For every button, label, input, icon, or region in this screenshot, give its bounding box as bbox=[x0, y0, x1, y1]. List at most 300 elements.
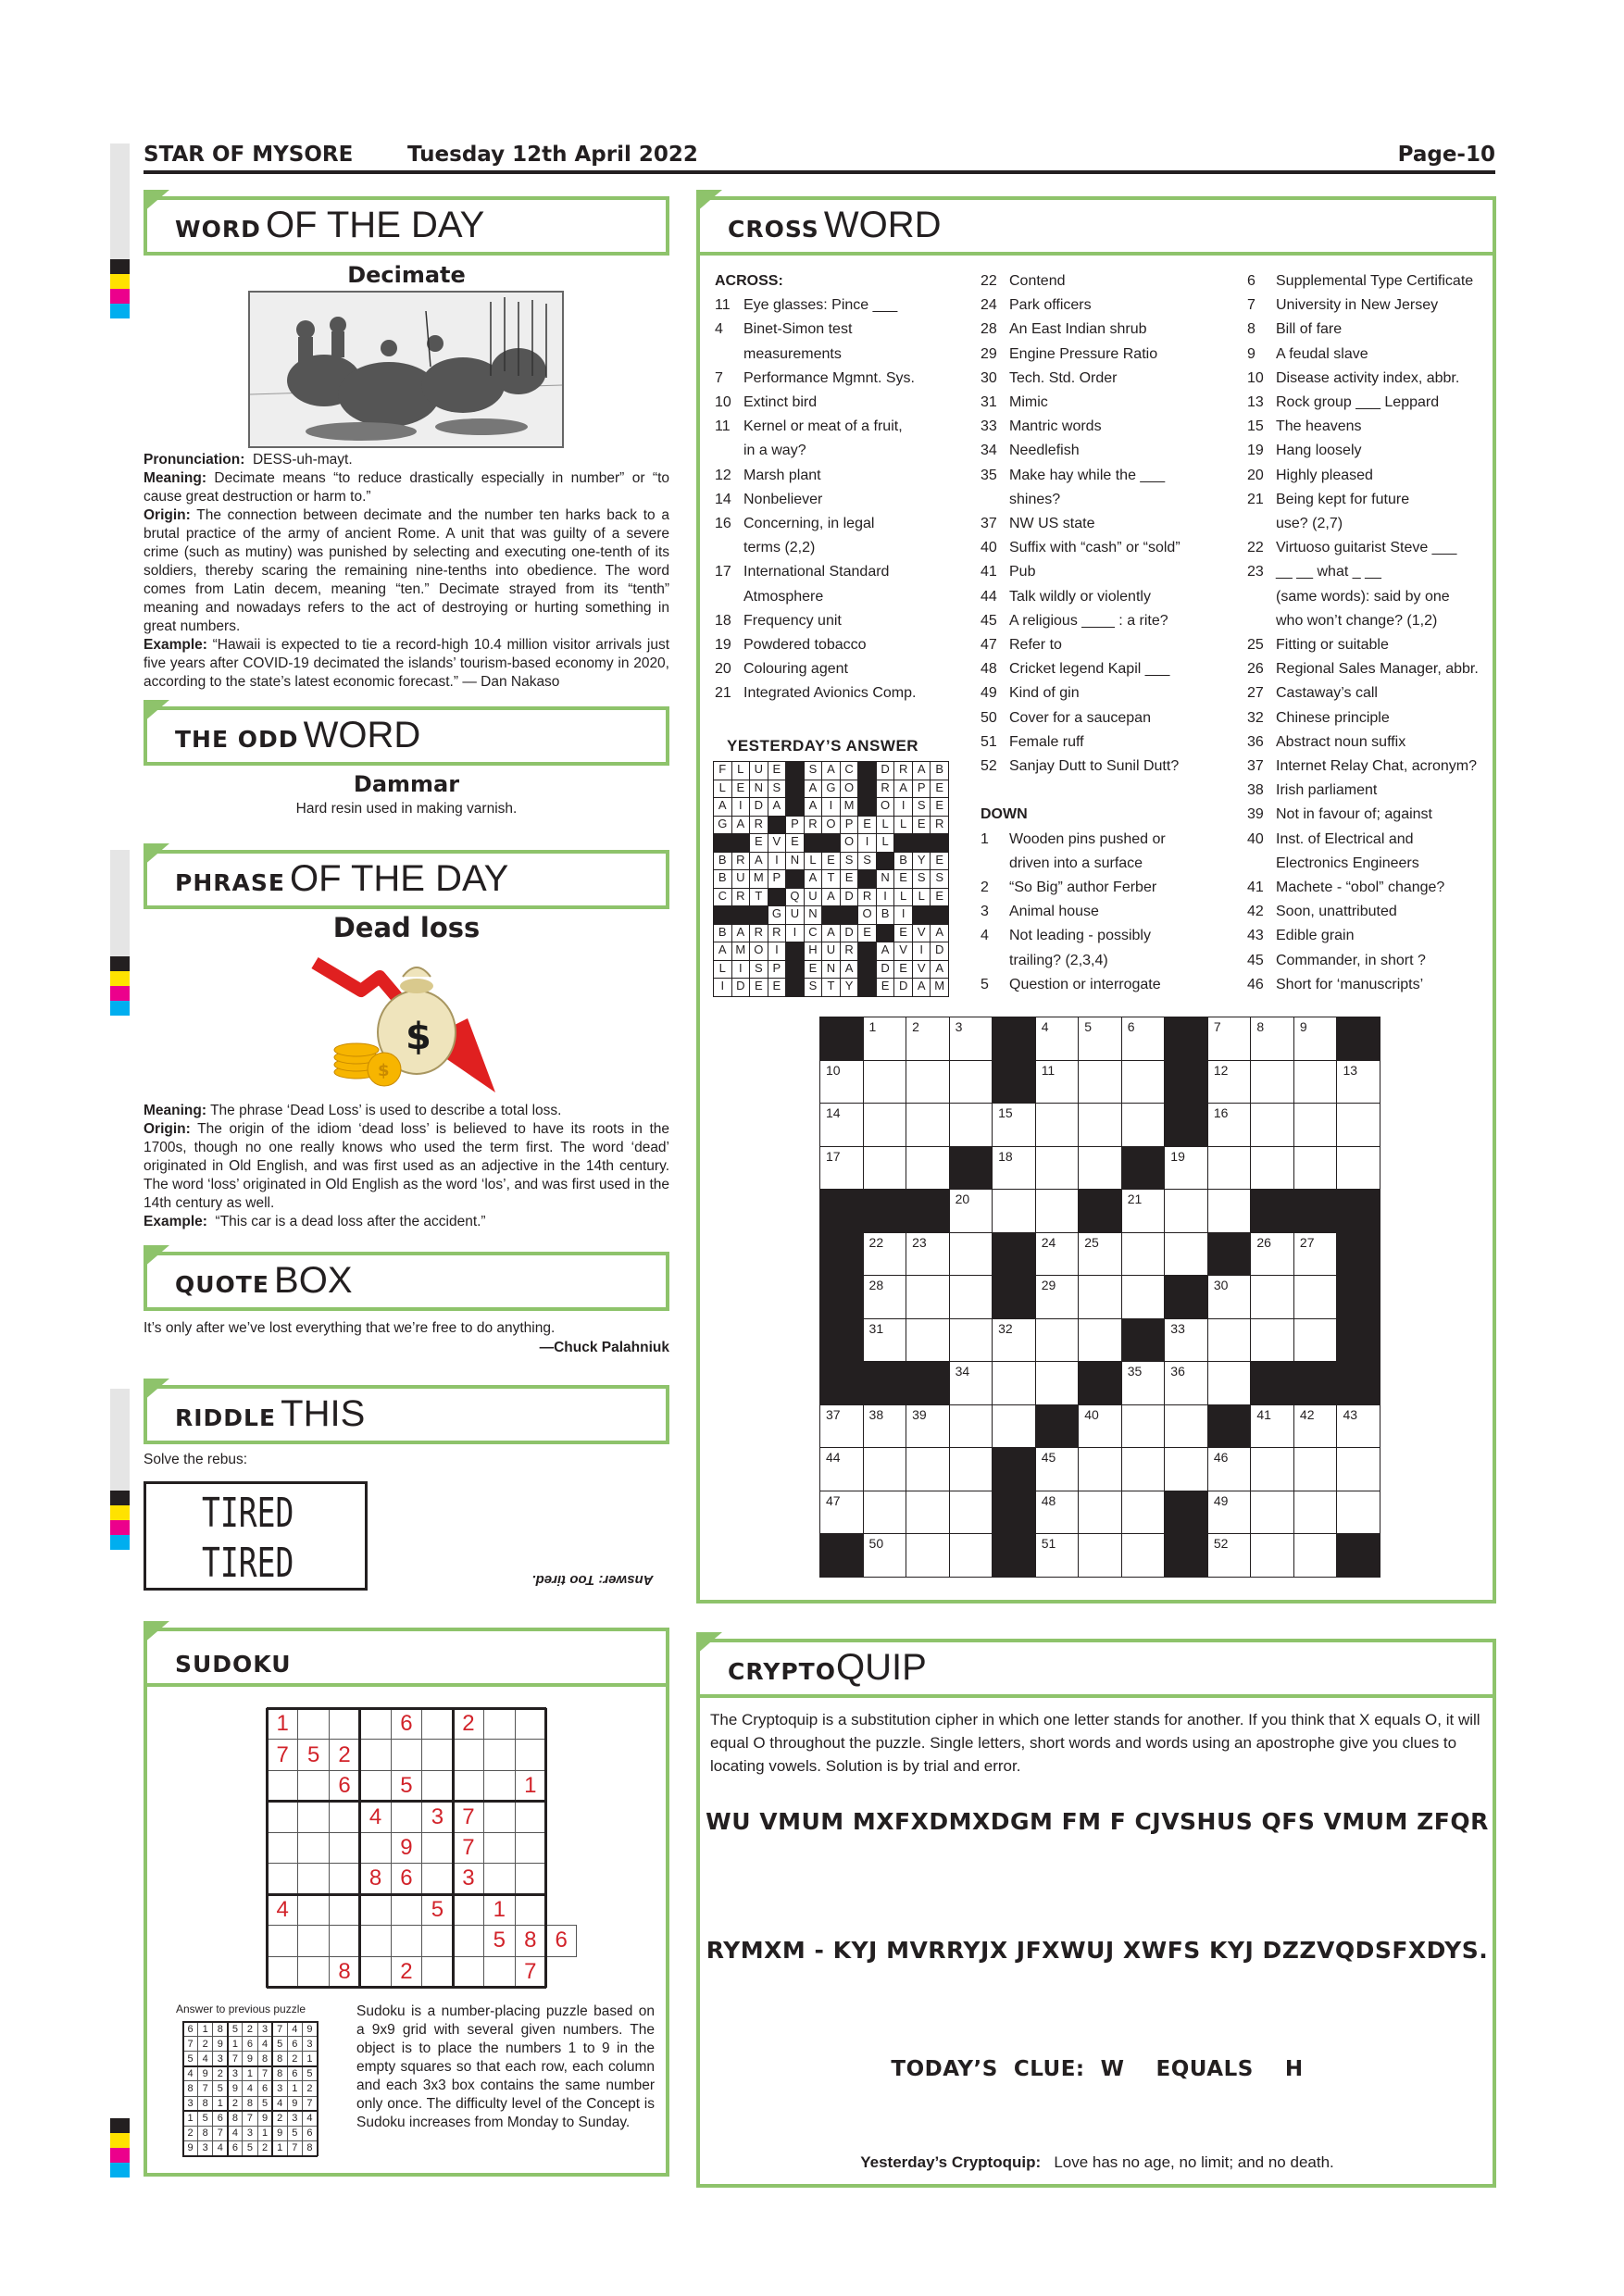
crossword-cell[interactable] bbox=[1250, 1318, 1294, 1363]
black-square bbox=[1250, 1361, 1294, 1405]
crossword-cell[interactable] bbox=[863, 1232, 907, 1277]
crossword-cell[interactable] bbox=[1293, 1017, 1338, 1061]
box-rule bbox=[267, 1986, 546, 1989]
crossword-cell[interactable] bbox=[1293, 1060, 1338, 1104]
answer-letter: E bbox=[754, 979, 763, 993]
answer-cell bbox=[749, 888, 768, 907]
crossword-cell[interactable] bbox=[1121, 1232, 1166, 1277]
crossword-cell[interactable] bbox=[992, 1103, 1036, 1147]
sudoku-cell[interactable] bbox=[483, 1863, 515, 1894]
sudoku-cell[interactable] bbox=[391, 1801, 422, 1832]
crossword-cell[interactable] bbox=[863, 1275, 907, 1319]
answer-letter: A bbox=[827, 762, 835, 776]
crossword-cell[interactable] bbox=[1164, 1232, 1208, 1277]
sudoku-cell[interactable] bbox=[359, 1832, 391, 1864]
cmyk-strip bbox=[110, 2118, 130, 2177]
crossword-cell[interactable] bbox=[1336, 1060, 1380, 1104]
crossword-cell[interactable] bbox=[1035, 1361, 1080, 1405]
crossword-cell[interactable] bbox=[906, 1146, 950, 1191]
clue-text: Refer to bbox=[1009, 637, 1062, 654]
sudoku-cell[interactable] bbox=[329, 1894, 360, 1926]
answer-letter: A bbox=[935, 960, 944, 975]
crossword-cell[interactable] bbox=[949, 1060, 993, 1104]
sudoku-cell[interactable] bbox=[297, 1708, 329, 1740]
sudoku-cell: 6 bbox=[302, 2126, 318, 2141]
crossword-cell[interactable] bbox=[1035, 1146, 1080, 1191]
clue-number: 22 bbox=[1247, 540, 1264, 556]
answer-letter: S bbox=[808, 979, 818, 993]
crossword-cell[interactable] bbox=[906, 1318, 950, 1363]
sudoku-cell[interactable] bbox=[297, 1832, 329, 1864]
sudoku-cell[interactable] bbox=[329, 1708, 360, 1740]
black-square bbox=[840, 905, 859, 925]
crossword-cell[interactable] bbox=[906, 1404, 950, 1449]
sudoku-cell[interactable] bbox=[267, 1832, 298, 1864]
box-rule bbox=[182, 2155, 318, 2157]
crossword-cell[interactable] bbox=[1121, 1275, 1166, 1319]
sudoku-cell[interactable] bbox=[359, 1739, 391, 1770]
crossword-cell[interactable] bbox=[1293, 1146, 1338, 1191]
crossword-cell[interactable] bbox=[1207, 1275, 1252, 1319]
crossword-cell[interactable] bbox=[1035, 1275, 1080, 1319]
crossword-cell[interactable] bbox=[906, 1447, 950, 1491]
crossword-cell[interactable] bbox=[1121, 1103, 1166, 1147]
answer-letter: I bbox=[793, 924, 797, 939]
black-square bbox=[992, 1017, 1036, 1061]
sudoku-cell[interactable] bbox=[297, 1894, 329, 1926]
sudoku-cell[interactable] bbox=[391, 1925, 422, 1956]
crossword-cell[interactable] bbox=[1078, 1017, 1122, 1061]
sudoku-cell: 2 bbox=[227, 2096, 243, 2112]
crossword-cell[interactable] bbox=[1250, 1103, 1294, 1147]
sudoku-cell[interactable] bbox=[453, 1925, 484, 1956]
crossword-cell[interactable] bbox=[1293, 1318, 1338, 1363]
crossword-cell[interactable] bbox=[1207, 1447, 1252, 1491]
cipher-line-2: RYMXM - KYJ MVRRYJX JFXWUJ XWFS KYJ DZZVQDSFXDYS. bbox=[706, 1937, 1489, 1964]
answer-letter: L bbox=[881, 834, 889, 849]
crossword-cell[interactable] bbox=[1250, 1491, 1294, 1535]
answer-letter: N bbox=[808, 906, 818, 921]
crossword-cell[interactable] bbox=[1121, 1447, 1166, 1491]
crossword-cell[interactable] bbox=[1250, 1275, 1294, 1319]
sudoku-cell[interactable] bbox=[453, 1894, 484, 1926]
sudoku-cell[interactable] bbox=[453, 1739, 484, 1770]
crossword-cell[interactable] bbox=[1293, 1275, 1338, 1319]
sudoku-cell[interactable] bbox=[329, 1925, 360, 1956]
answer-cell bbox=[768, 833, 787, 853]
sudoku-cell: 6 bbox=[182, 2021, 198, 2037]
crossword-cell[interactable] bbox=[949, 1189, 993, 1233]
sudoku-cell: 6 bbox=[242, 2036, 257, 2052]
sudoku-cell[interactable] bbox=[421, 1770, 453, 1802]
sudoku-cell[interactable] bbox=[483, 1739, 515, 1770]
clue-text: Mimic bbox=[1009, 394, 1048, 411]
crossword-cell[interactable] bbox=[1164, 1361, 1208, 1405]
sudoku-cell[interactable] bbox=[515, 1894, 546, 1926]
answer-cell bbox=[912, 761, 931, 780]
sudoku-cell[interactable] bbox=[421, 1956, 453, 1988]
clue-text: Wooden pins pushed or bbox=[1009, 830, 1166, 847]
sudoku-cell[interactable] bbox=[483, 1956, 515, 1988]
crossword-cell[interactable] bbox=[1078, 1146, 1122, 1191]
crossword-cell[interactable] bbox=[1250, 1533, 1294, 1578]
crossword-cell[interactable] bbox=[1207, 1491, 1252, 1535]
clue-row bbox=[1247, 343, 1490, 367]
crossword-cell[interactable] bbox=[863, 1017, 907, 1061]
crossword-cell[interactable] bbox=[1293, 1533, 1338, 1578]
sudoku-cell: 4 bbox=[242, 2080, 257, 2096]
sudoku-cell: 9 bbox=[391, 1832, 422, 1864]
crossword-cell[interactable] bbox=[1035, 1232, 1080, 1277]
black-square bbox=[713, 833, 732, 853]
crossword-cell[interactable] bbox=[819, 1491, 864, 1535]
registration-bar bbox=[110, 144, 130, 259]
quote-header bbox=[144, 1252, 669, 1311]
black-square bbox=[1207, 1404, 1252, 1449]
sudoku-cell[interactable] bbox=[515, 1739, 546, 1770]
crossword-cell[interactable] bbox=[1035, 1189, 1080, 1233]
sudoku-cell: 7 bbox=[453, 1801, 484, 1832]
crossword-cell[interactable] bbox=[992, 1146, 1036, 1191]
crossword-cell[interactable] bbox=[1336, 1447, 1380, 1491]
crossword-cell[interactable] bbox=[1250, 1146, 1294, 1191]
sudoku-cell[interactable] bbox=[421, 1832, 453, 1864]
sudoku-cell[interactable] bbox=[421, 1708, 453, 1740]
answer-letter: N bbox=[790, 852, 800, 867]
answer-letter: B bbox=[935, 762, 944, 776]
clue-number: 19 bbox=[1247, 443, 1264, 459]
crossword-cell[interactable] bbox=[863, 1060, 907, 1104]
crossword-cell[interactable] bbox=[863, 1447, 907, 1491]
clue-text: Contend bbox=[1009, 273, 1066, 289]
sudoku-cell: 5 bbox=[182, 2051, 198, 2066]
crossword-cell[interactable] bbox=[1293, 1232, 1338, 1277]
crossword-cell[interactable] bbox=[949, 1491, 993, 1535]
black-square bbox=[857, 761, 877, 780]
crossword-cell[interactable] bbox=[1207, 1017, 1252, 1061]
crossword-cell[interactable] bbox=[992, 1404, 1036, 1449]
pronunciation-label: Pronunciation: bbox=[144, 452, 245, 468]
clue-row bbox=[715, 367, 946, 391]
clue-number: 7 bbox=[715, 369, 723, 386]
crossword-cell[interactable] bbox=[1336, 1103, 1380, 1147]
crossword-cell[interactable] bbox=[1035, 1318, 1080, 1363]
crossword-cell[interactable] bbox=[863, 1146, 907, 1191]
sudoku-cell[interactable] bbox=[359, 1770, 391, 1802]
sudoku-cell[interactable] bbox=[483, 1832, 515, 1864]
crossword-cell[interactable] bbox=[906, 1275, 950, 1319]
sudoku-cell: 2 bbox=[302, 2080, 318, 2096]
sudoku-cell[interactable] bbox=[515, 1801, 546, 1832]
crossword-cell[interactable] bbox=[863, 1318, 907, 1363]
sudoku-cell: 7 bbox=[453, 1832, 484, 1864]
answer-cell bbox=[876, 780, 895, 799]
black-square bbox=[1078, 1189, 1122, 1233]
crossword-cell[interactable] bbox=[1078, 1404, 1122, 1449]
sudoku-cell[interactable] bbox=[329, 1863, 360, 1894]
sudoku-cell[interactable] bbox=[297, 1956, 329, 1988]
yesterday-crossword-grid bbox=[713, 761, 948, 996]
crossword-cell[interactable] bbox=[1035, 1060, 1080, 1104]
crossword-cell[interactable] bbox=[1035, 1017, 1080, 1061]
sudoku-cell[interactable] bbox=[483, 1708, 515, 1740]
crossword-cell[interactable] bbox=[1250, 1060, 1294, 1104]
crossword-cell[interactable] bbox=[1078, 1060, 1122, 1104]
crossword-cell[interactable] bbox=[1336, 1404, 1380, 1449]
crossword-cell[interactable] bbox=[863, 1533, 907, 1578]
sudoku-cell[interactable] bbox=[421, 1739, 453, 1770]
crossword-cell[interactable] bbox=[819, 1103, 864, 1147]
answer-cell bbox=[821, 960, 841, 980]
crossword-cell[interactable] bbox=[1207, 1361, 1252, 1405]
clue-row bbox=[981, 852, 1221, 876]
sudoku-cell[interactable] bbox=[391, 1894, 422, 1926]
sudoku-cell[interactable] bbox=[297, 1801, 329, 1832]
cell-number: 32 bbox=[998, 1320, 1013, 1336]
crossword-cell[interactable] bbox=[1078, 1103, 1122, 1147]
sudoku-cell: 3 bbox=[302, 2036, 318, 2052]
crossword-cell[interactable] bbox=[863, 1103, 907, 1147]
answer-letter: O bbox=[843, 834, 855, 849]
answer-cell bbox=[821, 888, 841, 907]
crossword-cell[interactable] bbox=[1121, 1060, 1166, 1104]
crossword-cell[interactable] bbox=[1164, 1189, 1208, 1233]
answer-cell bbox=[912, 780, 931, 799]
sudoku-cell[interactable] bbox=[515, 1832, 546, 1864]
sudoku-cell[interactable] bbox=[267, 1863, 298, 1894]
sudoku-cell[interactable] bbox=[329, 1801, 360, 1832]
crossword-cell[interactable] bbox=[949, 1447, 993, 1491]
sudoku-cell[interactable] bbox=[359, 1925, 391, 1956]
answer-cell bbox=[893, 852, 913, 871]
clue-number: 11 bbox=[715, 297, 731, 314]
sudoku-cell: 5 bbox=[391, 1770, 422, 1802]
clue-number: 49 bbox=[981, 685, 997, 702]
sudoku-cell[interactable] bbox=[297, 1863, 329, 1894]
crossword-cell[interactable] bbox=[1035, 1103, 1080, 1147]
sudoku-cell[interactable] bbox=[483, 1770, 515, 1802]
sudoku-cell: 1 bbox=[227, 2036, 243, 2052]
crossword-cell[interactable] bbox=[906, 1533, 950, 1578]
answer-cell bbox=[840, 888, 859, 907]
sudoku-cell[interactable] bbox=[297, 1925, 329, 1956]
clue-text: Electronics Engineers bbox=[1276, 855, 1419, 871]
crossword-cell[interactable] bbox=[949, 1318, 993, 1363]
black-square bbox=[1164, 1275, 1208, 1319]
crossword-cell[interactable] bbox=[1164, 1146, 1208, 1191]
sudoku-cell[interactable] bbox=[359, 1894, 391, 1926]
crossword-cell[interactable] bbox=[1035, 1491, 1080, 1535]
clue-row bbox=[715, 560, 946, 584]
crossword-cell[interactable] bbox=[1207, 1060, 1252, 1104]
cell-number: 11 bbox=[1041, 1062, 1056, 1078]
crossword-cell[interactable] bbox=[1078, 1232, 1122, 1277]
sudoku-cell[interactable] bbox=[421, 1863, 453, 1894]
crossword-cell[interactable] bbox=[1078, 1318, 1122, 1363]
crossword-cell[interactable] bbox=[992, 1318, 1036, 1363]
answer-letter: E bbox=[754, 834, 763, 849]
black-square bbox=[906, 1361, 950, 1405]
clue-row bbox=[1247, 439, 1490, 463]
answer-cell bbox=[876, 761, 895, 780]
answer-cell bbox=[893, 869, 913, 889]
answer-letter: O bbox=[843, 780, 855, 794]
sudoku-cell[interactable] bbox=[267, 1956, 298, 1988]
crossword-cell[interactable] bbox=[906, 1491, 950, 1535]
crossword-cell[interactable] bbox=[1336, 1146, 1380, 1191]
crossword-cell[interactable] bbox=[863, 1491, 907, 1535]
todays-clue: TODAY’S CLUE: W EQUALS H bbox=[891, 2057, 1304, 2081]
rebus-line-1: TIRED bbox=[202, 1490, 294, 1537]
crossword-cell[interactable] bbox=[1121, 1361, 1166, 1405]
svg-text:$: $ bbox=[406, 1016, 431, 1058]
crossword-cell[interactable] bbox=[1293, 1447, 1338, 1491]
crossword-cell[interactable] bbox=[949, 1361, 993, 1405]
clue-row bbox=[1247, 633, 1490, 657]
answer-cell bbox=[821, 942, 841, 961]
crossword-cell[interactable] bbox=[1207, 1533, 1252, 1578]
clue-text: Make hay while the ___ bbox=[1009, 467, 1166, 483]
sudoku-cell: 2 bbox=[182, 2126, 198, 2141]
crossword-cell[interactable] bbox=[819, 1447, 864, 1491]
crossword-cell[interactable] bbox=[819, 1146, 864, 1191]
answer-cell bbox=[857, 888, 877, 907]
crossword-cell[interactable] bbox=[819, 1060, 864, 1104]
sudoku-cell[interactable] bbox=[515, 1863, 546, 1894]
crossword-cell[interactable] bbox=[1121, 1189, 1166, 1233]
black-square bbox=[804, 833, 823, 853]
answer-letter: R bbox=[898, 762, 908, 776]
answer-letter: R bbox=[844, 942, 854, 957]
crossword-cell[interactable] bbox=[1164, 1404, 1208, 1449]
clue-number: 19 bbox=[715, 637, 731, 654]
answer-cell bbox=[749, 869, 768, 889]
clue-row bbox=[715, 609, 946, 633]
answer-cell bbox=[876, 797, 895, 817]
sudoku-cell[interactable] bbox=[267, 1801, 298, 1832]
clue-row bbox=[1247, 900, 1490, 924]
crossword-cell[interactable] bbox=[1078, 1447, 1122, 1491]
crossword-cell[interactable] bbox=[1250, 1404, 1294, 1449]
crossword-cell[interactable] bbox=[949, 1232, 993, 1277]
answer-letter: R bbox=[754, 816, 764, 830]
black-square bbox=[992, 1060, 1036, 1104]
answer-letter: I bbox=[901, 906, 906, 921]
sudoku-cell[interactable] bbox=[391, 1739, 422, 1770]
sudoku-cell[interactable] bbox=[267, 1770, 298, 1802]
sudoku-cell[interactable] bbox=[359, 1956, 391, 1988]
sudoku-cell[interactable] bbox=[359, 1708, 391, 1740]
answer-letter: T bbox=[827, 979, 835, 993]
crossword-cell[interactable] bbox=[1293, 1103, 1338, 1147]
crossword-cell[interactable] bbox=[1035, 1533, 1080, 1578]
sudoku-cell: 1 bbox=[287, 2080, 303, 2096]
clue-text: Frequency unit bbox=[743, 612, 842, 629]
answer-cell bbox=[821, 852, 841, 871]
crossword-cell[interactable] bbox=[1164, 1447, 1208, 1491]
sudoku-cell[interactable] bbox=[515, 1708, 546, 1740]
black-square bbox=[876, 852, 895, 871]
sudoku-cell: 7 bbox=[267, 1739, 298, 1770]
crossword-cell[interactable] bbox=[1250, 1232, 1294, 1277]
clue-row bbox=[981, 585, 1221, 609]
crossword-cell[interactable] bbox=[1293, 1491, 1338, 1535]
crossword-cell[interactable] bbox=[992, 1189, 1036, 1233]
crossword-cell[interactable] bbox=[949, 1404, 993, 1449]
answer-letter: A bbox=[808, 780, 818, 794]
answer-cell bbox=[749, 761, 768, 780]
crossword-cell[interactable] bbox=[949, 1103, 993, 1147]
sudoku-grid[interactable] bbox=[267, 1708, 568, 1987]
crossword-cell[interactable] bbox=[863, 1404, 907, 1449]
answer-letter: S bbox=[917, 870, 926, 885]
answer-letter: I bbox=[720, 979, 725, 993]
clue-text: Highly pleased bbox=[1276, 467, 1373, 483]
crossword-cell[interactable] bbox=[949, 1017, 993, 1061]
crossword-cell[interactable] bbox=[1293, 1404, 1338, 1449]
black-square bbox=[863, 1361, 907, 1405]
sudoku-cell[interactable] bbox=[297, 1770, 329, 1802]
sudoku-cell: 6 bbox=[329, 1770, 360, 1802]
page-number: Page-10 bbox=[1397, 143, 1495, 167]
clue-row bbox=[981, 536, 1221, 560]
crossword-cell[interactable] bbox=[1078, 1275, 1122, 1319]
answer-cell bbox=[930, 852, 949, 871]
crossword-cell[interactable] bbox=[1207, 1146, 1252, 1191]
crossword-cell[interactable] bbox=[906, 1232, 950, 1277]
crossword-cell[interactable] bbox=[1164, 1318, 1208, 1363]
answer-letter: P bbox=[772, 960, 781, 975]
crossword-cell[interactable] bbox=[1035, 1447, 1080, 1491]
crossword-cell[interactable] bbox=[992, 1361, 1036, 1405]
crossword-cell[interactable] bbox=[906, 1017, 950, 1061]
box-rule bbox=[227, 2021, 229, 2156]
crossword-cell[interactable] bbox=[1078, 1533, 1122, 1578]
crossword-cell[interactable] bbox=[1207, 1318, 1252, 1363]
clue-number bbox=[981, 488, 1009, 512]
crossword-cell[interactable] bbox=[1121, 1017, 1166, 1061]
black-square bbox=[731, 905, 751, 925]
crossword-cell[interactable] bbox=[1207, 1103, 1252, 1147]
sudoku-cell[interactable] bbox=[421, 1925, 453, 1956]
crossword-cell[interactable] bbox=[1121, 1533, 1166, 1578]
sudoku-cell[interactable] bbox=[483, 1801, 515, 1832]
crossword-grid[interactable] bbox=[819, 1017, 1380, 1577]
crossword-cell[interactable] bbox=[1121, 1491, 1166, 1535]
sudoku-cell[interactable] bbox=[453, 1770, 484, 1802]
answer-cell bbox=[840, 942, 859, 961]
crossword-cell[interactable] bbox=[1250, 1447, 1294, 1491]
crossword-cell[interactable] bbox=[819, 1404, 864, 1449]
crossword-cell[interactable] bbox=[949, 1533, 993, 1578]
crossword-cell[interactable] bbox=[906, 1103, 950, 1147]
sudoku-cell[interactable] bbox=[329, 1832, 360, 1864]
cmyk-strip bbox=[110, 956, 130, 1016]
crossword-cell[interactable] bbox=[1121, 1404, 1166, 1449]
crossword-cell[interactable] bbox=[1336, 1491, 1380, 1535]
sudoku-cell[interactable] bbox=[267, 1925, 298, 1956]
answer-letter: E bbox=[791, 834, 799, 849]
crossword-cell[interactable] bbox=[949, 1275, 993, 1319]
cmyk-strip bbox=[110, 1491, 130, 1550]
origin-text: The origin of the idiom ‘dead loss’ is believed to have its roots in the 1700s, though no one really knows who used the term first. The word ‘dead’ originated in Old English, and was first used as an adjective in the 14th century. The word ‘loss’ originated in Old English as the word ‘los’, and was first used in the 14th century as well. bbox=[144, 1121, 669, 1211]
crossword-cell[interactable] bbox=[1250, 1017, 1294, 1061]
crossword-cell[interactable] bbox=[1207, 1189, 1252, 1233]
crossword-cell[interactable] bbox=[906, 1060, 950, 1104]
crossword-cell[interactable] bbox=[1078, 1491, 1122, 1535]
cell-number: 22 bbox=[868, 1234, 884, 1250]
sudoku-cell[interactable] bbox=[453, 1956, 484, 1988]
